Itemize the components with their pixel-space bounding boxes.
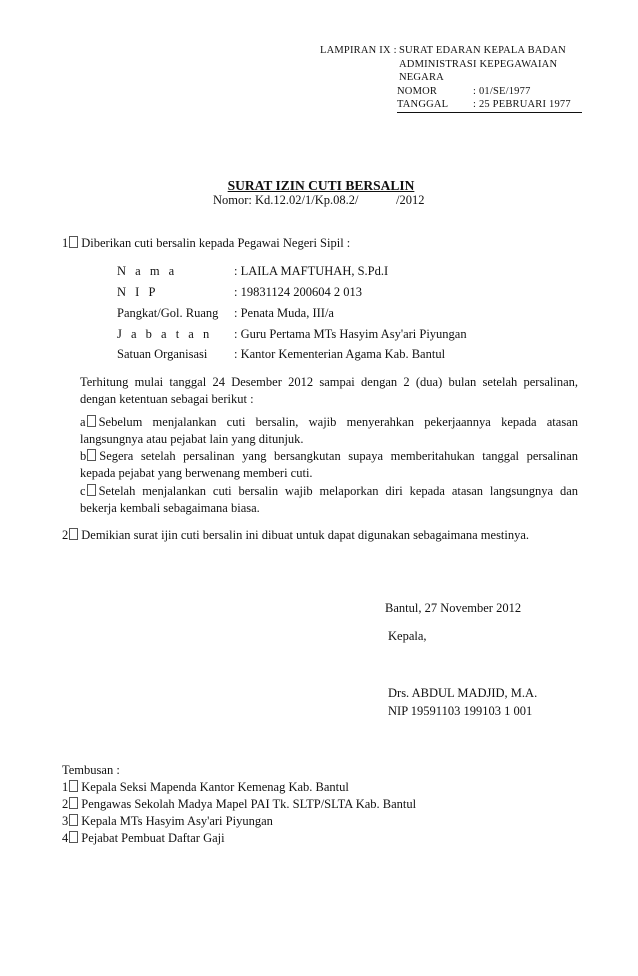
tembusan-item-number: 2 (62, 797, 69, 811)
bullet-square-icon (69, 831, 78, 843)
field-value-nip: : 19831124 200604 2 013 (234, 285, 363, 299)
field-value-nama: : LAILA MAFTUHAH, S.Pd.I (234, 264, 389, 278)
tembusan-item-number: 1 (62, 780, 69, 794)
condition-b (80, 448, 578, 482)
field-label-pangkat: Pangkat/Gol. Ruang (117, 306, 219, 320)
tembusan-item-number: 4 (62, 831, 69, 845)
item-2-text: Demikian surat ijin cuti bersalin ini dibuat untuk dapat digunakan sebagaimana mestinya. (81, 528, 530, 542)
condition-b-text: Segera setelah persalinan yang bersangkutan supaya memberitahukan tanggal persalinan kepada pejabat yang berwenang memberi cuti. (80, 449, 578, 480)
bullet-square-icon (69, 236, 78, 248)
item-2 (62, 528, 529, 543)
tembusan-item (62, 831, 225, 846)
bullet-square-icon (87, 449, 96, 461)
bullet-square-icon (69, 814, 78, 826)
lampiran-nomor-label: NOMOR (397, 85, 438, 97)
signature-name: Drs. ABDUL MADJID, M.A. (388, 686, 538, 700)
signature-nip: NIP 19591103 199103 1 001 (388, 704, 533, 718)
bullet-square-icon (69, 797, 78, 809)
condition-a-text: Sebelum menjalankan cuti bersalin, wajib menyerahkan pekerjaannya kepada atasan langsungnya atau pejabat lain yang ditunjuk. (80, 415, 578, 446)
tembusan-heading: Tembusan : (62, 763, 120, 777)
field-label-nama: N a m a (117, 264, 178, 278)
field-value-pangkat: : Penata Muda, III/a (234, 306, 334, 320)
bullet-square-icon (87, 415, 96, 427)
item-1-number: 1 (62, 236, 69, 250)
signature-position: Kepala, (388, 629, 427, 643)
bullet-square-icon (69, 528, 78, 540)
condition-c (80, 483, 578, 517)
tembusan-item-number: 3 (62, 814, 69, 828)
condition-a-letter: a (80, 415, 86, 429)
field-label-satuan: Satuan Organisasi (117, 347, 208, 361)
terhitung-paragraph: Terhitung mulai tanggal 24 Desember 2012 sampai dengan 2 (dua) bulan setelah persalinan, dengan ketentuan sebagai berikut : (80, 375, 578, 406)
item-2-number: 2 (62, 528, 69, 542)
field-value-jabatan: : Guru Pertama MTs Hasyim Asy'ari Piyungan (234, 327, 467, 341)
tembusan-item-text: Pejabat Pembuat Daftar Gaji (81, 831, 225, 845)
lampiran-line-3: NEGARA (399, 72, 444, 83)
lampiran-tanggal-value: : 25 PEBRUARI 1977 (473, 99, 571, 110)
item-1-text: Diberikan cuti bersalin kepada Pegawai Negeri Sipil : (81, 236, 351, 250)
lampiran-tanggal-row (397, 98, 582, 113)
document-title (0, 178, 638, 194)
lampiran-nomor-value: : 01/SE/1977 (473, 85, 531, 97)
tembusan-item-text: Pengawas Sekolah Madya Mapel PAI Tk. SLTP/SLTA Kab. Bantul (81, 797, 417, 811)
condition-b-letter: b (80, 449, 87, 463)
lampiran-line-1: SURAT EDARAN KEPALA BADAN (399, 45, 566, 56)
tembusan-item-text: Kepala MTs Hasyim Asy'ari Piyungan (81, 814, 273, 828)
tembusan-item (62, 797, 416, 812)
field-value-satuan: : Kantor Kementerian Agama Kab. Bantul (234, 347, 446, 361)
bullet-square-icon (69, 780, 78, 792)
field-label-nip: N I P (117, 285, 159, 299)
condition-c-text: Setelah menjalankan cuti bersalin wajib melaporkan diri kepada atasan langsungnya dan bekerja kembali sebagaimana biasa. (80, 484, 578, 515)
lampiran-label: LAMPIRAN IX : (320, 45, 397, 56)
document-title-text: SURAT IZIN CUTI BERSALIN (227, 178, 415, 193)
condition-a (80, 414, 578, 448)
item-1 (62, 236, 350, 251)
lampiran-line-2: ADMINISTRASI KEPEGAWAIAN (399, 58, 558, 70)
field-label-jabatan: J a b a t a n (117, 327, 213, 341)
condition-c-letter: c (80, 484, 86, 498)
tembusan-item (62, 814, 273, 829)
tembusan-item-text: Kepala Seksi Mapenda Kantor Kemenag Kab. Bantul (81, 780, 349, 794)
tembusan-item (62, 780, 349, 795)
lampiran-tanggal-label: TANGGAL (397, 99, 449, 110)
bullet-square-icon (87, 484, 96, 496)
document-number: Nomor: Kd.12.02/1/Kp.08.2/ /2012 (213, 193, 425, 207)
signature-place-date: Bantul, 27 November 2012 (385, 601, 522, 615)
